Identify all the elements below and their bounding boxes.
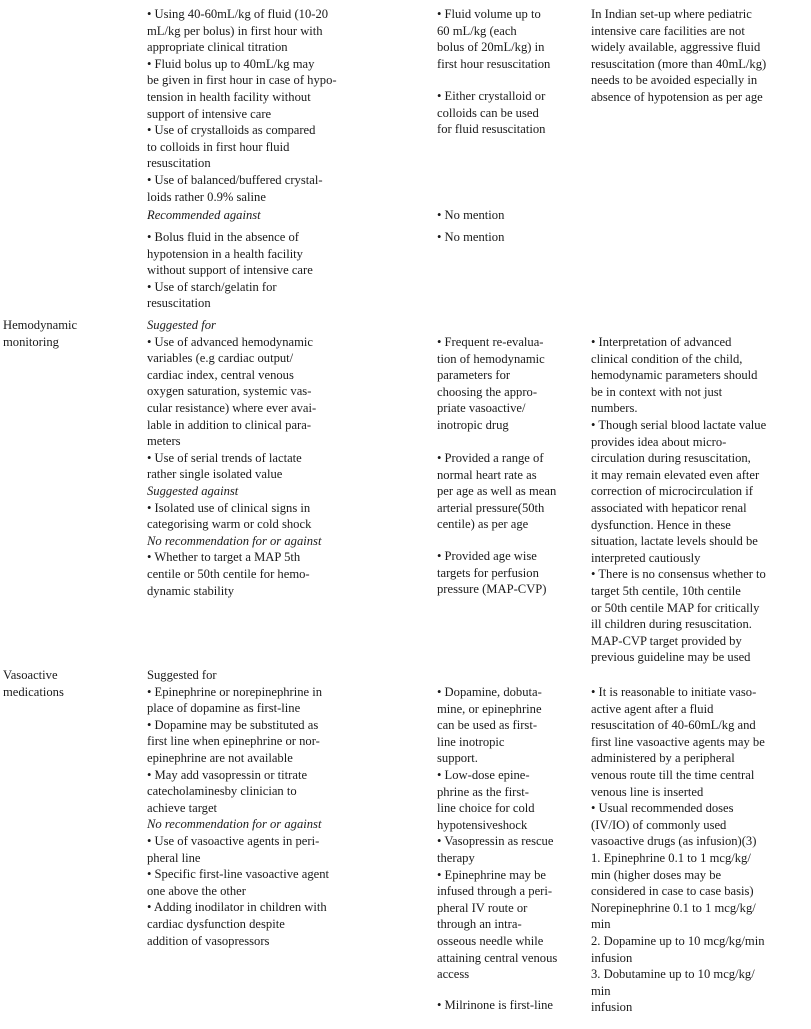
text-line: support. bbox=[437, 751, 478, 766]
text-line: • Vasopressin as rescue bbox=[437, 834, 554, 849]
row-heading bbox=[3, 317, 141, 350]
text-line: resuscitation (more than 40mL/kg) bbox=[591, 56, 767, 71]
text-line: vasoactive drugs (as infusion)(3) bbox=[591, 834, 757, 849]
text-line: line choice for cold bbox=[437, 801, 535, 816]
text-line: min bbox=[591, 983, 611, 998]
text-line: hypotension in a health facility bbox=[147, 246, 303, 261]
text-line: access bbox=[437, 967, 470, 982]
text-line: • Epinephrine may be bbox=[437, 867, 546, 882]
recommendation-cell bbox=[147, 317, 359, 599]
text-line: epinephrine are not available bbox=[147, 750, 293, 765]
text-line: pheral IV route or bbox=[437, 900, 528, 915]
text-line: • Low-dose epine- bbox=[437, 767, 530, 782]
text-line: dynamic stability bbox=[147, 583, 235, 598]
text-line: • Milrinone is first-line bbox=[437, 998, 553, 1012]
text-line: associated with hepaticor renal bbox=[591, 500, 747, 515]
text-line: parameters for bbox=[437, 368, 511, 383]
text-line: Suggested for bbox=[147, 318, 216, 332]
text-line: • May add vasopressin or titrate bbox=[147, 767, 308, 782]
text-line: lable in addition to clinical para- bbox=[147, 417, 312, 432]
text-line: Suggested for bbox=[147, 668, 217, 682]
text-line: interpreted cautiously bbox=[591, 550, 701, 565]
recommendation-cell bbox=[147, 667, 359, 949]
text-line: Recommended against bbox=[147, 208, 261, 222]
text-line: Hemodynamic bbox=[3, 318, 78, 332]
text-line: attaining central venous bbox=[437, 950, 558, 965]
text-line: MAP-CVP target provided by bbox=[591, 633, 742, 648]
text-line: first line when epinephrine or nor- bbox=[147, 734, 320, 749]
text-line: pressure (MAP-CVP) bbox=[437, 582, 547, 597]
text-line: provides idea about micro- bbox=[591, 434, 727, 449]
text-line: • Bolus fluid in the absence of bbox=[147, 230, 300, 244]
text-line: ill children during resuscitation. bbox=[591, 617, 752, 632]
text-line: In Indian set-up where pediatric bbox=[591, 7, 752, 21]
recommendation-cell bbox=[147, 207, 359, 224]
text-line: rather single isolated value bbox=[147, 467, 283, 482]
recommendation-cell bbox=[147, 229, 359, 312]
text-line: catecholaminesby clinician to bbox=[147, 784, 297, 799]
guideline-cell bbox=[437, 997, 569, 1014]
text-line: line inotropic bbox=[437, 734, 505, 749]
text-line: cardiac index, central venous bbox=[147, 367, 294, 382]
text-line: • Epinephrine or norepinephrine in bbox=[147, 684, 323, 699]
text-line: • Use of crystalloids as compared bbox=[147, 123, 316, 138]
text-line: variables (e.g cardiac output/ bbox=[147, 351, 294, 366]
text-line: • It is reasonable to initiate vaso- bbox=[591, 685, 757, 699]
text-line: previous guideline may be used bbox=[591, 650, 751, 665]
text-line: without support of intensive care bbox=[147, 263, 313, 278]
text-line: priate vasoactive/ bbox=[437, 401, 526, 416]
text-line: venous line is inserted bbox=[591, 784, 704, 799]
text-line: to colloids in first hour fluid bbox=[147, 139, 290, 154]
text-line: mine, or epinephrine bbox=[437, 701, 542, 716]
text-line: hypotensiveshock bbox=[437, 817, 528, 832]
text-line: No recommendation for or against bbox=[147, 817, 322, 832]
text-line: No recommendation for or against bbox=[147, 533, 322, 548]
text-line: • Frequent re-evalua- bbox=[437, 335, 544, 349]
text-line: • There is no consensus whether to bbox=[591, 567, 766, 582]
guideline-cell bbox=[437, 207, 569, 224]
text-line: • Isolated use of clinical signs in bbox=[147, 500, 311, 515]
remarks-cell bbox=[591, 334, 791, 666]
text-line: choosing the appro- bbox=[437, 384, 538, 399]
text-line: inotropic drug bbox=[437, 417, 509, 432]
text-line: • Specific first-line vasoactive agent bbox=[147, 867, 330, 882]
text-line: resuscitation of 40-60mL/kg and bbox=[591, 718, 756, 733]
guideline-cell bbox=[437, 548, 569, 598]
text-line: achieve target bbox=[147, 800, 218, 815]
text-line: • Using 40-60mL/kg of fluid (10-20 bbox=[147, 7, 329, 21]
text-line: considered in case to case basis) bbox=[591, 884, 754, 899]
text-line: absence of hypotension as per age bbox=[591, 89, 763, 104]
text-line: centile or 50th centile for hemo- bbox=[147, 566, 310, 581]
text-line: • Fluid volume up to bbox=[437, 7, 541, 21]
text-line: infused through a peri- bbox=[437, 884, 553, 899]
text-line: Norepinephrine 0.1 to 1 mcg/kg/ bbox=[591, 900, 756, 915]
text-line: arterial pressure(50th bbox=[437, 500, 545, 515]
text-line: phrine as the first- bbox=[437, 784, 529, 799]
text-line: infusion bbox=[591, 950, 633, 965]
text-line: cular resistance) where ever avai- bbox=[147, 400, 317, 415]
text-line: • Dopamine may be substituted as bbox=[147, 717, 319, 732]
guideline-cell bbox=[437, 229, 569, 246]
text-line: place of dopamine as first-line bbox=[147, 701, 301, 716]
text-line: • Interpretation of advanced bbox=[591, 335, 732, 349]
text-line: mL/kg per bolus) in first hour with bbox=[147, 23, 323, 38]
text-line: hemodynamic parameters should bbox=[591, 368, 758, 383]
text-line: situation, lactate levels should be bbox=[591, 534, 758, 549]
text-line: dysfunction. Hence in these bbox=[591, 517, 731, 532]
text-line: categorising warm or cold shock bbox=[147, 517, 312, 532]
text-line: 3. Dobutamine up to 10 mcg/kg/ bbox=[591, 967, 755, 982]
guideline-cell bbox=[437, 684, 569, 983]
text-line: 1. Epinephrine 0.1 to 1 mcg/kg/ bbox=[591, 850, 751, 865]
text-line: be given in first hour in case of hypo- bbox=[147, 73, 337, 88]
text-line: therapy bbox=[437, 850, 475, 865]
text-line: min bbox=[591, 917, 611, 932]
text-line: osseous needle while bbox=[437, 933, 544, 948]
text-line: addition of vasopressors bbox=[147, 933, 270, 948]
text-line: resuscitation bbox=[147, 296, 211, 311]
text-line: • Provided a range of bbox=[437, 451, 544, 465]
text-line: • Use of serial trends of lactate bbox=[147, 450, 302, 465]
text-line: • Though serial blood lactate value bbox=[591, 417, 767, 432]
text-line: one above the other bbox=[147, 883, 246, 898]
text-line: • Use of vasoactive agents in peri- bbox=[147, 833, 320, 848]
text-line: colloids can be used bbox=[437, 105, 539, 120]
text-line: 60 mL/kg (each bbox=[437, 23, 517, 38]
text-line: resuscitation bbox=[147, 156, 211, 171]
text-line: first hour resuscitation bbox=[437, 56, 551, 71]
text-line: • Use of starch/gelatin for bbox=[147, 279, 277, 294]
text-line: clinical condition of the child, bbox=[591, 351, 743, 366]
text-line: • Dopamine, dobuta- bbox=[437, 685, 542, 699]
text-line: meters bbox=[147, 434, 181, 449]
text-line: widely available, aggressive fluid bbox=[591, 40, 761, 55]
recommendation-cell bbox=[147, 6, 359, 205]
text-line: medications bbox=[3, 684, 64, 699]
text-line: normal heart rate as bbox=[437, 467, 537, 482]
text-line: • Either crystalloid or bbox=[437, 89, 546, 103]
text-line: infusion bbox=[591, 1000, 633, 1015]
text-line: tion of hemodynamic bbox=[437, 351, 545, 366]
text-line: monitoring bbox=[3, 334, 59, 349]
text-line: min (higher doses may be bbox=[591, 867, 722, 882]
text-line: numbers. bbox=[591, 401, 638, 416]
text-line: • No mention bbox=[437, 230, 505, 244]
text-line: • No mention bbox=[437, 208, 505, 222]
text-line: support of intensive care bbox=[147, 106, 272, 121]
text-line: target 5th centile, 10th centile bbox=[591, 583, 741, 598]
text-line: cardiac dysfunction despite bbox=[147, 916, 285, 931]
text-line: venous route till the time central bbox=[591, 767, 755, 782]
guideline-cell bbox=[437, 88, 569, 138]
text-line: correction of microcirculation if bbox=[591, 484, 753, 499]
text-line: through an intra- bbox=[437, 917, 522, 932]
text-line: bolus of 20mL/kg) in bbox=[437, 40, 545, 55]
text-line: • Whether to target a MAP 5th bbox=[147, 550, 301, 565]
text-line: intensive care facilities are not bbox=[591, 23, 745, 38]
text-line: • Usual recommended doses bbox=[591, 801, 734, 816]
guideline-cell bbox=[437, 334, 569, 434]
text-line: • Provided age wise bbox=[437, 549, 537, 563]
text-line: Suggested against bbox=[147, 483, 239, 498]
text-line: (IV/IO) of commonly used bbox=[591, 817, 727, 832]
guideline-cell bbox=[437, 450, 569, 533]
text-line: appropriate clinical titration bbox=[147, 40, 288, 55]
text-line: • Adding inodilator in children with bbox=[147, 900, 327, 915]
text-line: targets for perfusion bbox=[437, 565, 539, 580]
text-line: or 50th centile MAP for critically bbox=[591, 600, 760, 615]
text-line: centile) as per age bbox=[437, 517, 529, 532]
remarks-cell bbox=[591, 6, 791, 106]
text-line: per age as well as mean bbox=[437, 484, 557, 499]
text-line: tension in health facility without bbox=[147, 89, 311, 104]
text-line: active agent after a fluid bbox=[591, 701, 714, 716]
remarks-cell bbox=[591, 684, 791, 1016]
text-line: can be used as first- bbox=[437, 718, 538, 733]
text-line: it may remain elevated even after bbox=[591, 467, 760, 482]
row-heading bbox=[3, 667, 141, 700]
text-line: pheral line bbox=[147, 850, 201, 865]
text-line: first line vasoactive agents may be bbox=[591, 734, 765, 749]
text-line: • Use of advanced hemodynamic bbox=[147, 334, 313, 349]
text-line: Vasoactive bbox=[3, 668, 58, 682]
text-line: for fluid resuscitation bbox=[437, 122, 546, 137]
text-line: circulation during resuscitation, bbox=[591, 451, 751, 466]
guideline-cell bbox=[437, 6, 569, 72]
text-line: oxygen saturation, systemic vas- bbox=[147, 384, 312, 399]
text-line: 2. Dopamine up to 10 mcg/kg/min bbox=[591, 933, 765, 948]
text-line: • Fluid bolus up to 40mL/kg may bbox=[147, 56, 315, 71]
text-line: administered by a peripheral bbox=[591, 751, 735, 766]
text-line: be in context with not just bbox=[591, 384, 723, 399]
text-line: needs to be avoided especially in bbox=[591, 73, 758, 88]
text-line: • Use of balanced/buffered crystal- bbox=[147, 172, 323, 187]
text-line: loids rather 0.9% saline bbox=[147, 189, 266, 204]
